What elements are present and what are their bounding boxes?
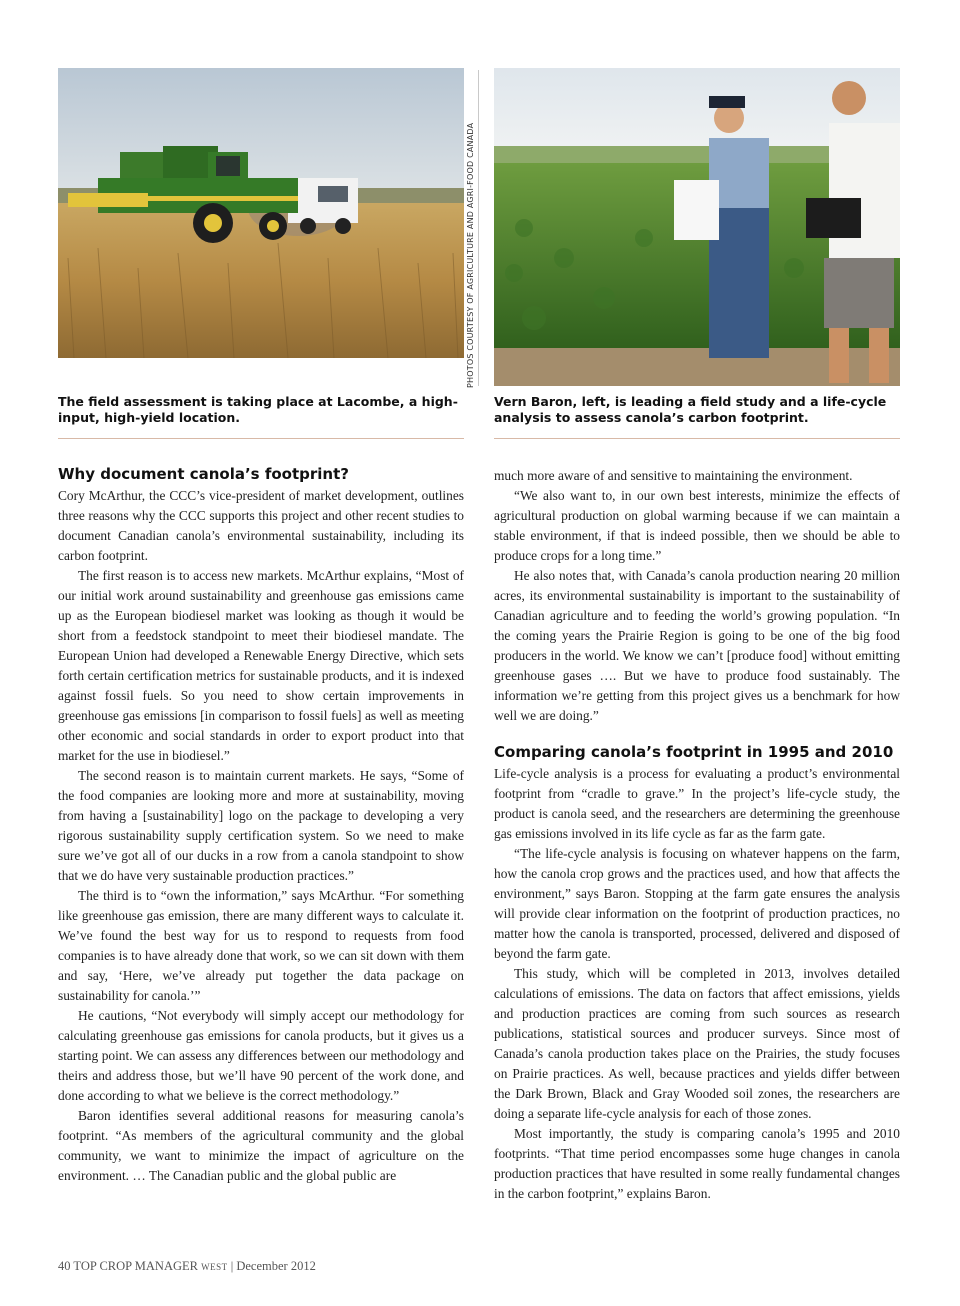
page-footer	[58, 1259, 316, 1274]
paragraph: Baron identifies several additional reasons for measuring canola’s footprint. “As members of the agricultural community and the global community, we want to minimize the impact of agriculture on the environment. … The Canadian public and the global public are	[58, 1108, 464, 1183]
article-column-left	[58, 462, 464, 1186]
paragraph: The third is to “own the information,” says McArthur. “For something like greenhouse gas emission, there are many different ways to calculate it. We’ve found the best way for us to respond to requests from food companies is to have already done that work, so we can sit down with them and say, ‘Here, we’ve already put together the data package on sustainability for canola.’”	[58, 888, 464, 1003]
photo-divider	[478, 70, 479, 386]
paragraph: “The life-cycle analysis is focusing on whatever happens on the farm, how the canola crop grows and the practices used, and how that affects the environment,” says Baron. Stopping at the farm gate ensures the analysis will provide clear information on the footprint of production practices, no matter how the canola is transported, processed, delivered and disposed of beyond the farm gate.	[494, 846, 900, 961]
combine-harvest-photo	[58, 68, 464, 358]
page-number: 40	[58, 1259, 71, 1273]
photo-credit: PHOTOS COURTESY OF AGRICULTURE AND AGRI-FOOD CANADA	[466, 122, 475, 388]
right-photo-caption: Vern Baron, left, is leading a field study and a life-cycle analysis to assess canola’s carbon footprint.	[494, 394, 887, 425]
section-heading-why: Why document canola’s footprint?	[58, 465, 349, 483]
footer-separator: |	[230, 1259, 234, 1273]
field-study-photo	[494, 68, 900, 386]
paragraph: Cory McArthur, the CCC’s vice-president of market development, outlines three reasons why the CCC supports this project and other recent studies to document Canadian canola’s environmental sustainability, including its carbon footprint.	[58, 488, 464, 563]
paragraph: “We also want to, in our own best interests, minimize the effects of agricultural production on global warming because if we can maintain a stable environment, if that is indeed possible, then we should be able to produce crops for a long time.”	[494, 488, 900, 563]
paragraph: Most importantly, the study is comparing canola’s 1995 and 2010 footprints. “That time period encompasses some huge changes in canola production practices that have resulted in some really fundamental changes in the carbon footprint,” explains Baron.	[494, 1126, 900, 1201]
publication-edition: WEST	[201, 1262, 228, 1272]
paragraph: Life-cycle analysis is a process for evaluating a product’s environmental footprint from “cradle to grave.” In the project’s life-cycle study, the product is canola seed, and the researchers are determining the greenhouse gas emissions involved in its life cycle as far as the farm gate.	[494, 766, 900, 841]
paragraph: This study, which will be completed in 2013, involves detailed calculations of emissions. The data on factors that affect emissions, yields and production practices are coming from such sources as research publications, statistical sources and producer surveys. Since most of Canada’s canola production takes place on the Prairies, the study focuses on Prairie practices. As well, because practices and yields differ between the Dark Brown, Black and Gray Wooded soil zones, the researchers are doing a separate life-cycle analysis for each of those zones.	[494, 966, 900, 1121]
paragraph: The first reason is to access new markets. McArthur explains, “Most of our initial work around sustainability and greenhouse gas emissions came up as the European biodiesel market was looking as though it would be short from a feedstock standpoint to meet their biodiesel mandate. The European Union had developed a Renewable Energy Directive, which sets forth certain certification metrics for sustainable products, and it is indexed against fossil fuels. So you need to show certain improvements in greenhouse gas emissions [in comparison to fossil fuels] as well as meeting other economic and social standards in order to export product into that market for the use in biodiesel.”	[58, 568, 464, 763]
left-photo-caption: The field assessment is taking place at Lacombe, a high-input, high-yield location.	[58, 394, 458, 425]
section-heading-comparing: Comparing canola’s footprint in 1995 and 2010	[494, 743, 894, 761]
paragraph: The second reason is to maintain current markets. He says, “Some of the food companies are looking more and more at sustainability, moving from having a [sustainability] logo on the package to developing a very rigorous sustainability supply certification system. So we need to make sure we’ve got all of our ducks in a row from a canola standpoint to show that we do have very sustainable production practices.”	[58, 768, 464, 883]
left-caption-rule	[58, 438, 464, 439]
paragraph: He also notes that, with Canada’s canola production nearing 20 million acres, its environmental sustainability is important to the sustainability of Canadian agriculture and to feeding the world’s growing population. “In the coming years the Prairie Region is going to be one of the big food producers in the world. We know we can’t [produce food] without emitting greenhouse gases …. But we have to produce food sustainably. The information we’re getting from this project gives us a benchmark for how well we are doing.”	[494, 568, 900, 723]
paragraph: much more aware of and sensitive to maintaining the environment.	[494, 468, 853, 483]
article-column-right	[494, 466, 900, 1204]
publication-name: TOP CROP MANAGER	[73, 1259, 198, 1273]
issue-date: December 2012	[236, 1259, 316, 1273]
right-caption-rule	[494, 438, 900, 439]
paragraph: He cautions, “Not everybody will simply accept our methodology for calculating greenhouse gas emissions for canola products, but it gives us a starting point. We can assess any differences between our methodology and theirs and address those, but we’ll have 90 percent of the work done, and done according to what we believe is the correct methodology.”	[58, 1008, 464, 1103]
